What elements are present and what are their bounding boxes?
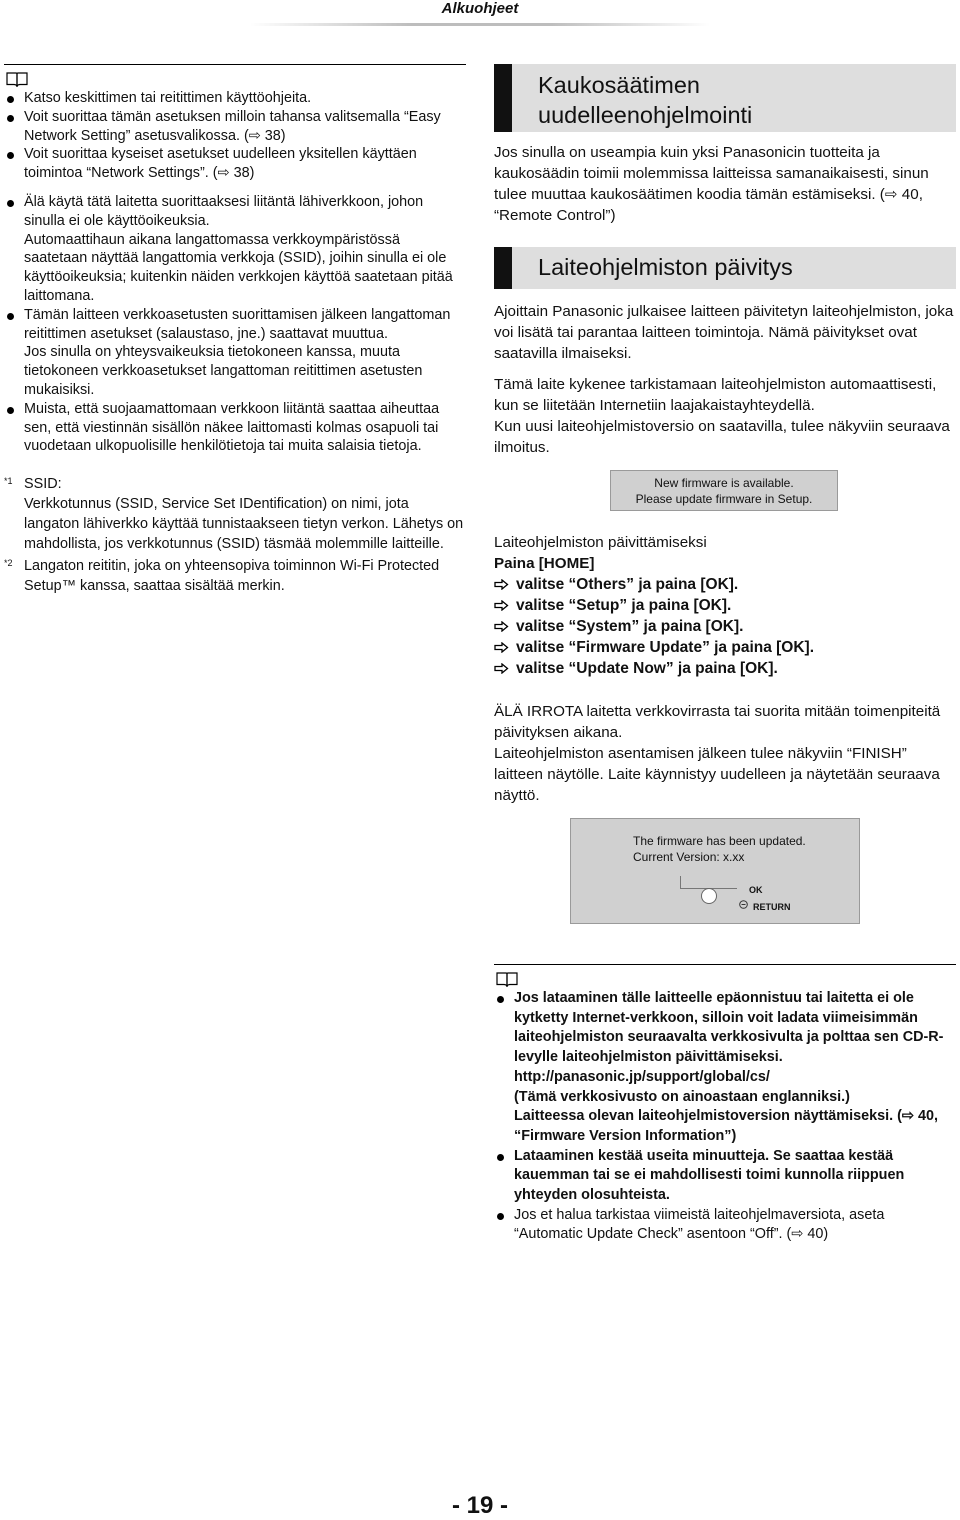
book-note-icon (496, 971, 518, 987)
update-intro: Laiteohjelmiston päivittämiseksi (494, 534, 707, 551)
book-note-icon (6, 71, 28, 87)
screen-line: The firmware has been updated. (633, 834, 806, 848)
footnote-title: SSID: (24, 476, 62, 493)
page-header (0, 0, 960, 30)
bullet-icon (7, 200, 14, 207)
left-note-list-2 (4, 306, 466, 344)
list-item: Jos lataaminen tälle laitteelle epäonnistuu tai laitetta ei ole kytketty Internet-verkkoon, silloin voit ladata viimeisimmän laiteohjelmiston seuraavalta verkkosivulta ja polttaa sen CD-R-levylle laiteohjelmiston päivittämiseksi. http://panasonic.jp/support/global/cs/ (Tämä verkkosivusto on ainoastaan englanniksi.) Laitteessa olevan laiteohjelmistoversion näyttämiseksi. (⇨ 40, “Firmware Version Information”) (494, 989, 956, 1147)
warning-paragraph-2: Laiteohjelmiston asentamisen jälkeen tulee näkyviin “FINISH” laitteen näytölle. Laite käynnistyy uudelleen ja näytetään seuraava näyttö. (494, 745, 940, 804)
return-label: RETURN (753, 902, 791, 912)
screen-line: Please update firmware in Setup. (635, 492, 813, 506)
firmware-paragraph-1: Ajoittain Panasonic julkaisee laitteen päivitetyn laiteohjelmiston, joka voi lisätä tai parantaa laitteen toimintoja. Nämä päivitykset ovat saatavilla ilmaiseksi. (494, 303, 954, 362)
footnote-2 (4, 556, 466, 596)
list-item: Voit suorittaa kyseiset asetukset uudelleen yksitellen käyttäen toimintoa “Network Settings”. (⇨ 38) (4, 145, 466, 183)
heading-marker (494, 247, 512, 289)
footnote-text: Langaton reititin, joka on yhteensopiva toiminnon Wi-Fi Protected Setup™ kanssa, saattaa sisältää merkin. (24, 558, 440, 595)
bullet-icon (497, 996, 504, 1003)
ok-button[interactable] (701, 888, 717, 904)
left-column (4, 64, 466, 596)
section-title: Kaukosäätimen uudelleenohjelmointi (538, 72, 753, 128)
support-url: http://panasonic.jp/support/global/cs/ (514, 1068, 770, 1085)
update-steps (494, 574, 956, 679)
warning-paragraph-1: ÄLÄ IRROTA laitetta verkkovirrasta tai suorita mitään toimenpiteitä päivityksen aikana. (494, 703, 941, 741)
footnote-text: Verkkotunnus (SSID, Service Set IDentification) on nimi, jota langaton lähiverkko käyttää tunnistaakseen tietyn verkon. Lähetys on mahdollista, jos verkkotunnus (SSID) täsmää molemmille laitteille. (24, 496, 464, 553)
update-step: valitse “Setup” ja paina [OK]. (494, 595, 956, 616)
bullet-icon (7, 96, 14, 103)
firmware-paragraph-2: Tämä laite kykenee tarkistamaan laiteohjelmiston automaattisesti, kun se liitetään Internetiin laajakaistayhteydellä. (494, 376, 937, 414)
footnote-mark: *2 (4, 558, 13, 569)
screen-line: New firmware is available. (654, 476, 794, 490)
note-rule (4, 64, 466, 65)
bullet-icon (7, 152, 14, 159)
heading-marker (494, 64, 512, 132)
list-item: Muista, että suojaamattomaan verkkoon liitäntä saattaa aiheuttaa sen, että viestinnän sisällön näkee laittomasti kolmas osapuoli tai vuodetaan ulkopuolisille henkilötietoja tai muita salaisia tietoja. (4, 400, 466, 456)
left-note-list-3 (4, 400, 466, 456)
bullet-icon (7, 313, 14, 320)
footnote-mark: *1 (4, 476, 13, 487)
page-number: - 19 - (451, 1492, 508, 1519)
header-bar (250, 23, 710, 26)
update-step: valitse “Update Now” ja paina [OK]. (494, 658, 956, 679)
firmware-updated-screen (570, 818, 860, 924)
right-column (494, 64, 956, 1245)
firmware-note-list (494, 989, 956, 1245)
header-title: Alkuohjeet (441, 0, 519, 17)
return-icon (739, 900, 748, 909)
list-item: Voit suorittaa tämän asetuksen milloin tahansa valitsemalla “Easy Network Setting” asetusvalikossa. (⇨ 38) (4, 108, 466, 146)
update-press: Paina [HOME] (494, 555, 595, 572)
section-heading-remote (494, 64, 956, 132)
arrow-right-icon (494, 621, 509, 632)
bullet-icon (7, 115, 14, 122)
list-item: Tämän laitteen verkkoasetusten suorittamisen jälkeen langattoman reitittimen asetukset (salaustaso, jne.) saattavat muuttua. (4, 306, 466, 344)
firmware-available-screen (610, 470, 838, 511)
remote-paragraph: Jos sinulla on useampia kuin yksi Panasonicin tuotteita ja kaukosäädin toimii molemmissa laitteissa samanaikaisesti, sinun tulee muuttaa kaukosäätimen koodia tämän estämiseksi. (⇨ 40, “Remote Control”) (494, 144, 929, 224)
ok-label: OK (749, 885, 763, 895)
note-rule (494, 964, 956, 965)
update-step: valitse “System” ja paina [OK]. (494, 616, 956, 637)
arrow-right-icon (494, 579, 509, 590)
arrow-right-icon (494, 642, 509, 653)
update-step: valitse “Others” ja paina [OK]. (494, 574, 956, 595)
left-note-list (4, 89, 466, 231)
list-item: Älä käytä tätä laitetta suorittaaksesi liitäntä lähiverkkoon, johon sinulla ei ole käyttöoikeuksia. (4, 193, 466, 231)
list-item: Lataaminen kestää useita minuutteja. Se saattaa kestää kauemman tai se ei mahdollisesti toimi kunnolla riippuen yhteyden olosuhteista. (494, 1147, 956, 1206)
note-paragraph-2: Jos sinulla on yhteysvaikeuksia tietokoneen kanssa, muuta tietokoneen verkkoasetukset langattoman reitittimen asetusten mukaisiksi. (24, 344, 423, 398)
footnote-1 (4, 474, 466, 554)
firmware-notes (494, 964, 956, 1245)
list-item: Jos et halua tarkistaa viimeistä laiteohjelmaversiota, aseta “Automatic Update Check” asentoon “Off”. (⇨ 40) (494, 1206, 956, 1245)
screen-line: Current Version: x.xx (633, 850, 745, 864)
firmware-paragraph-3: Kun uusi laiteohjelmistoversio on saatavilla, tulee näkyviin seuraava ilmoitus. (494, 418, 950, 456)
list-item: Katso keskittimen tai reitittimen käyttöohjeita. (4, 89, 466, 108)
arrow-right-icon (494, 600, 509, 611)
bullet-icon (497, 1154, 504, 1161)
section-heading-firmware (494, 247, 956, 289)
bullet-icon (497, 1213, 504, 1220)
section-title: Laiteohjelmiston päivitys (538, 254, 793, 280)
arrow-right-icon (494, 663, 509, 674)
update-step: valitse “Firmware Update” ja paina [OK]. (494, 637, 956, 658)
bullet-icon (7, 407, 14, 414)
note-paragraph: Automaattihaun aikana langattomassa verkkoympäristössä saatetaan näyttää langattomia verkkoja (SSID), joihin sinulla ei ole käyttöoikeuksia; kuitenkin näiden verkkojen käyttöä saatetaan pitää laittomana. (24, 231, 453, 304)
